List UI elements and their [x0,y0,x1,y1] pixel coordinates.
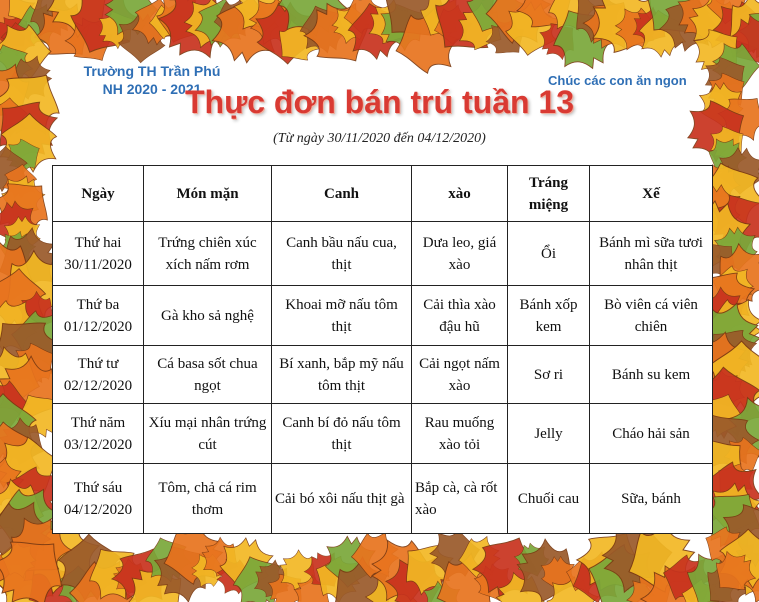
snack-cell: Bánh su kem [590,346,713,404]
soup-cell: Canh bầu nấu cua, thịt [272,222,412,286]
column-header-dessert: Tráng miệng [508,166,590,222]
column-header-soup: Canh [272,166,412,222]
stirfry-cell: Cải ngọt nấm xào [412,346,508,404]
main-dish-cell: Cá basa sốt chua ngọt [144,346,272,404]
date-range: (Từ ngày 30/11/2020 đến 04/12/2020) [273,131,486,146]
column-header-day: Ngày [53,166,144,222]
school-name: Trường TH Trần Phú [83,63,221,79]
dessert-cell: Sơ ri [508,346,590,404]
table-row [53,286,713,346]
soup-cell: Bí xanh, bắp mỹ nấu tôm thịt [272,346,412,404]
menu-table [52,165,713,534]
day-cell: Thứ tư 02/12/2020 [53,346,144,404]
stirfry-cell: Rau muống xào tỏi [412,404,508,464]
dessert-cell: Ổi [508,222,590,286]
snack-cell: Cháo hải sản [590,404,713,464]
stirfry-cell: Dưa leo, giá xào [412,222,508,286]
stirfry-cell: Cải thìa xào đậu hũ [412,286,508,346]
table-row [53,404,713,464]
snack-cell: Bánh mì sữa tươi nhân thịt [590,222,713,286]
main-dish-cell: Tôm, chả cá rim thơm [144,464,272,534]
main-dish-cell: Xíu mại nhân trứng cút [144,404,272,464]
table-row [53,346,713,404]
column-header-snack: Xế [590,166,713,222]
snack-cell: Bò viên cá viên chiên [590,286,713,346]
main-dish-cell: Gà kho sả nghệ [144,286,272,346]
page-title: Thực đơn bán trú tuần 13 [184,84,575,120]
stirfry-cell: Bắp cà, cà rốt xào [412,464,508,534]
soup-cell: Canh bí đỏ nấu tôm thịt [272,404,412,464]
column-header-stirfry: xào [412,166,508,222]
soup-cell: Cải bó xôi nấu thịt gà [272,464,412,534]
column-header-main: Món mặn [144,166,272,222]
day-cell: Thứ hai 30/11/2020 [53,222,144,286]
day-cell: Thứ ba 01/12/2020 [53,286,144,346]
wish-text: Chúc các con ăn ngon [548,73,687,88]
header-row [53,166,713,222]
dessert-cell: Jelly [508,404,590,464]
dessert-cell: Chuối cau [508,464,590,534]
table-row [53,222,713,286]
day-cell: Thứ năm 03/12/2020 [53,404,144,464]
snack-cell: Sữa, bánh [590,464,713,534]
soup-cell: Khoai mỡ nấu tôm thịt [272,286,412,346]
dessert-cell: Bánh xốp kem [508,286,590,346]
day-cell: Thứ sáu 04/12/2020 [53,464,144,534]
main-dish-cell: Trứng chiên xúc xích nấm rơm [144,222,272,286]
table-row [53,464,713,534]
school-year: NH 2020 - 2021 [102,81,202,97]
